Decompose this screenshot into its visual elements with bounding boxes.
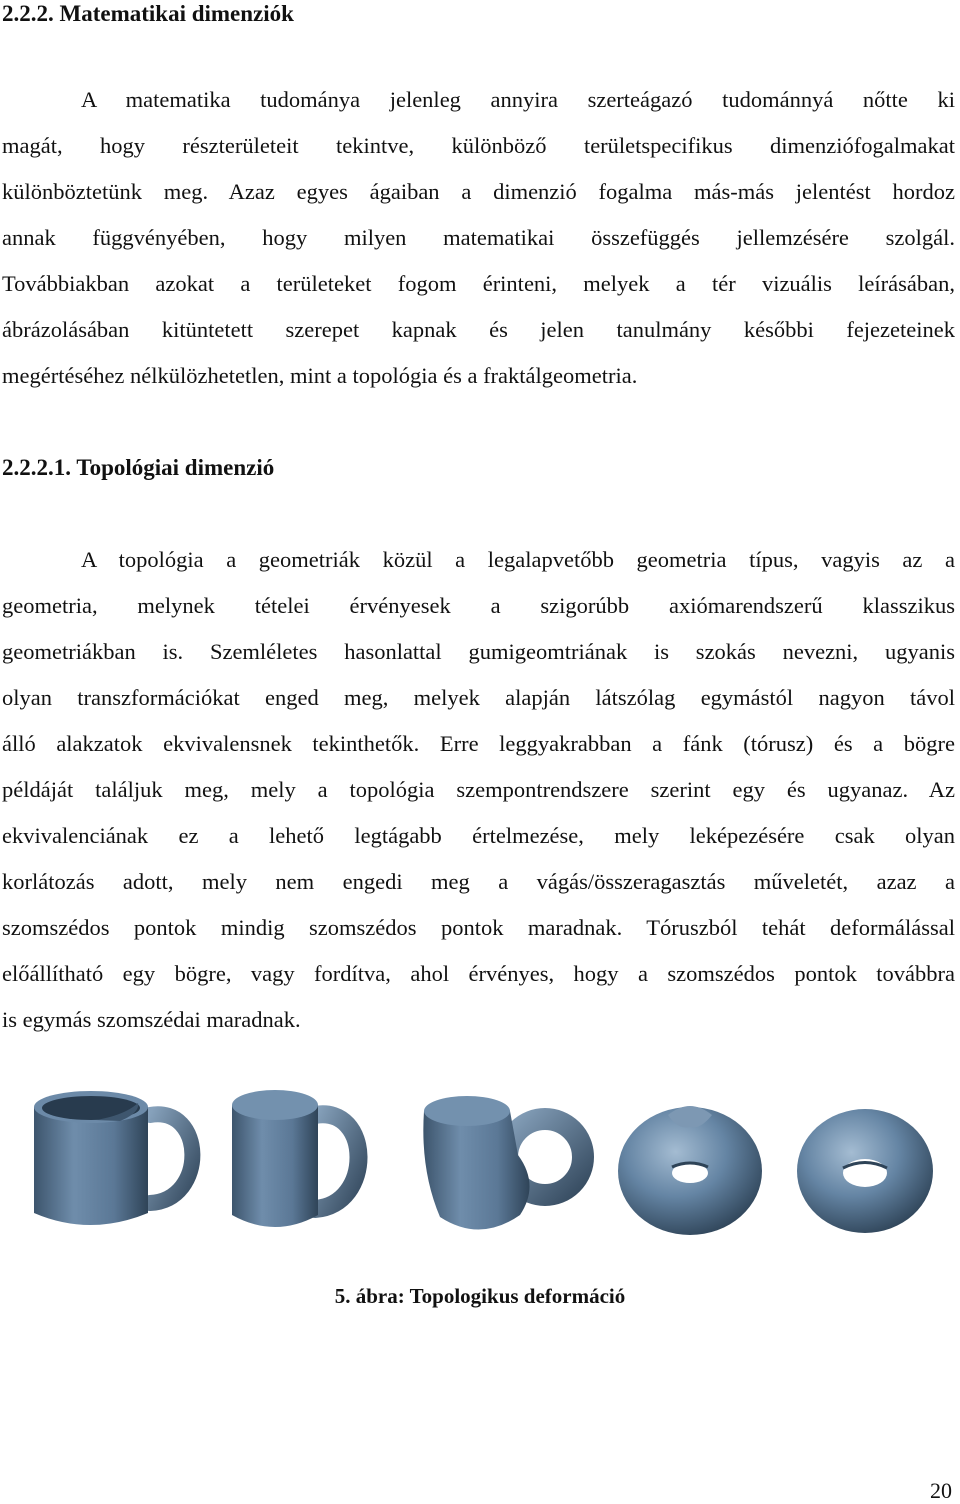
paragraph-line: geometriákban is. Szemléletes hasonlattal gumigeomtriának is szokás nevezni, ugyanis [2, 639, 955, 664]
subsection-heading: 2.2.2.1. Topológiai dimenzió [2, 455, 275, 480]
dented-torus-shape [618, 1106, 762, 1235]
section-heading: 2.2.2. Matematikai dimenziók [2, 1, 294, 26]
paragraph-line: geometria, melynek tételei érvényesek a szigorúbb axiómarendszerű klasszikus [2, 593, 955, 618]
paragraph-line: korlátozás adott, mely nem engedi meg a vágás/összeragasztás műveletét, azaz a [2, 869, 955, 894]
figure-caption: 5. ábra: Topologikus deformáció [334, 1284, 626, 1308]
paragraph-line: ábrázolásában kitüntetett szerepet kapnak és jelen tanulmány későbbi fejezeteinek [2, 317, 955, 342]
subsection-paragraph [2, 537, 955, 1043]
paragraph-line: annak függvényében, hogy milyen matematikai összefüggés jellemzésére szolgál. [2, 225, 955, 250]
paragraph-line: példáját találjuk meg, mely a topológia szempontrendszere szerint egy és ugyanaz. Az [2, 777, 955, 802]
closed-mug-shape [232, 1090, 359, 1227]
paragraph-line: A topológia a geometriák közül a legalapvetőbb geometria típus, vagyis az a [81, 547, 955, 572]
open-mug-shape [34, 1091, 192, 1225]
paragraph-line: szomszédos pontok mindig szomszédos pontok maradnak. Tóruszból tehát deformálással [2, 915, 955, 940]
paragraph-line: előállítható egy bögre, vagy fordítva, ahol érvényes, hogy a szomszédos pontok továbbra [2, 961, 955, 986]
section-paragraph [2, 77, 955, 399]
paragraph-line: megértéséhez nélkülözhetetlen, mint a topológia és a fraktálgeometria. [2, 363, 638, 388]
mug-to-torus-illustration [0, 1075, 960, 1245]
paragraph-line: Továbbiakban azokat a területeket fogom érinteni, melyek a tér vizuális leírásában, [2, 271, 955, 296]
paragraph-line: különböztetünk meg. Azaz egyes ágaiban a dimenzió fogalma más-más jelentést hordoz [2, 179, 955, 204]
paragraph-line: magát, hogy részterületeit tekintve, különböző területspecifikus dimenziófogalmakat [2, 133, 955, 158]
page-number: 20 [930, 1478, 952, 1503]
paragraph-line: olyan transzformációkat enged meg, melyek alapján látszólag egymástól nagyon távol [2, 685, 955, 710]
paragraph-line: álló alakzatok ekvivalensnek tekinthetők. Erre leggyakrabban a fánk (tórusz) és a bögre [2, 731, 955, 756]
paragraph-line: A matematika tudománya jelenleg annyira szerteágazó tudománnyá nőtte ki [81, 87, 955, 112]
topology-figure [0, 1075, 960, 1245]
paragraph-line: is egymás szomszédai maradnak. [2, 1007, 301, 1032]
torus-shape [797, 1109, 933, 1233]
deforming-mug-shape [423, 1096, 583, 1230]
paragraph-line: ekvivalenciának ez a lehető legtágabb értelmezése, mely leképezésére csak olyan [2, 823, 955, 848]
